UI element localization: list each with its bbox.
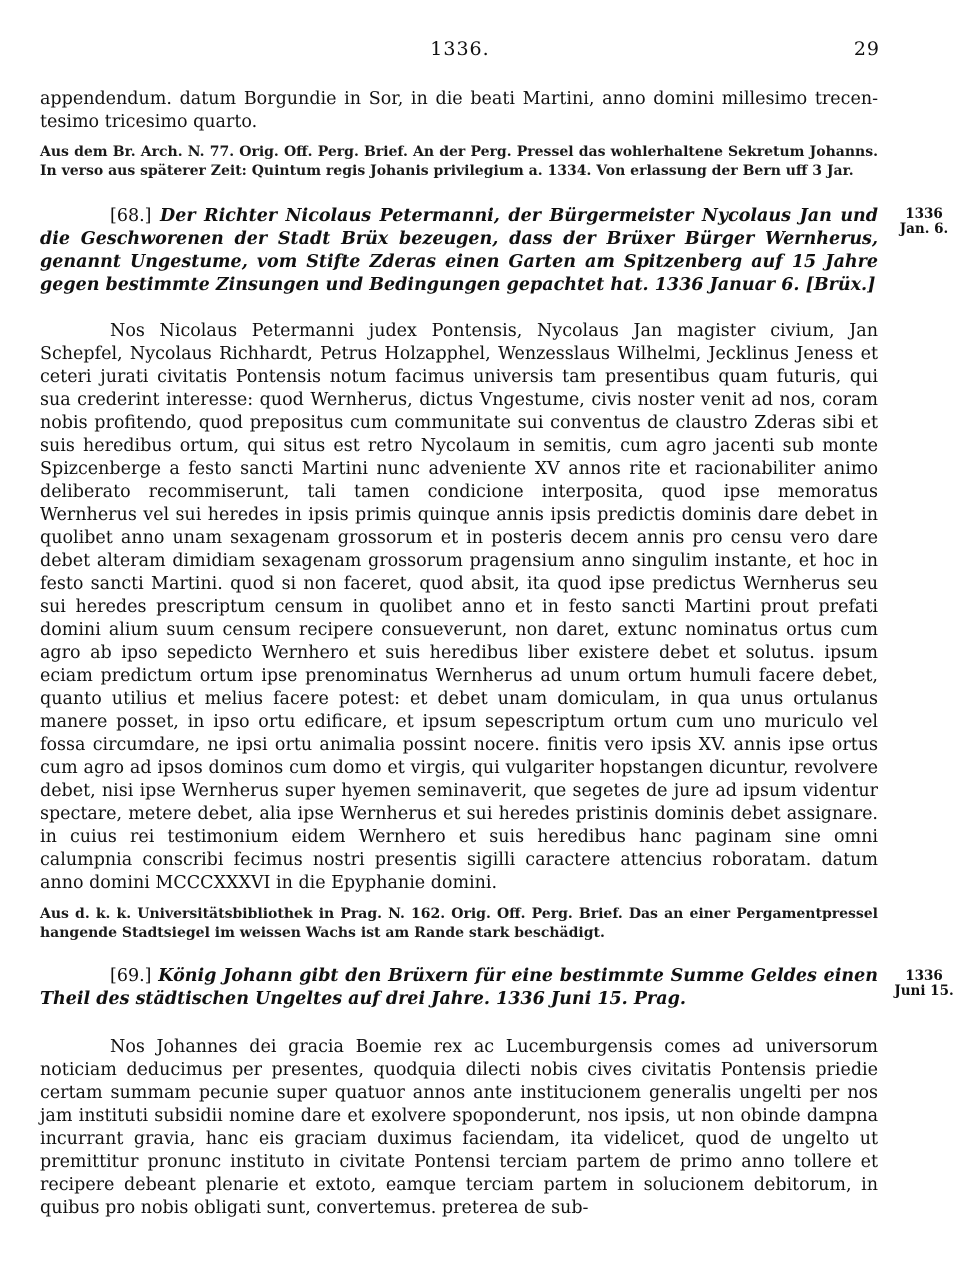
doc68-margin-date xyxy=(893,207,955,237)
previous-document-source-note: Aus dem Br. Arch. N. 77. Orig. Off. Perg. Brief. An der Perg. Pressel das wohlerhaltene Sekretum Johanns. In verso aus späterer Zeit: Quintum regis Johanis privilegium a. 1334. Von erlassung der Bern uff 3 Jar. xyxy=(40,144,878,179)
doc69-regest xyxy=(40,965,878,1011)
doc69-regest-text: König Johann gibt den Brüxern für eine bestimmte Summe Geldes einen Theil des städtischen Ungeltes auf drei Jahre. 1336 Juni 15. Prag. xyxy=(40,966,878,1009)
doc68-text: Nos Nicolaus Petermanni judex Pontensis, Nycolaus Jan magister civium, Jan Schepfel, Nycolaus Richhardt, Petrus Holzapphel, Wenzesslaus Wilhelmi, Jecklinus Jeness et ceteri jurati civitatis Pontensis notum facimus universis tam presentibus quam futuris, qui sua crederint interesse: quod Wernherus, dictus Vngestume, civis noster venit ad nos, coram nobis profitendo, quod prepositus cum communitate sui conventus de claustro Zderas sibi et suis heredibus ortum, qui situs est retro Nycolaum in semitis, cum agro jacenti sub monte Spizcenberge a festo sancti Martini nunc adveniente XV annos rite et racionabiliter animo deliberato recommiserunt, tali tamen condicione interposita, quod ipse memoratus Wernherus vel sui heredes in ipsis primis quinque annis ipsis predictis dominis dare debet in quolibet anno unam sexagenam grossorum et in posteris decem annis pro censu vero dare debet alteram dimidiam sexagenam grossorum pragensium anno singulim instante, et hoc in festo sancti Martini. quod si non faceret, quod absit, ita quod ipse predictus Wernherus seu sui heredes prescriptum censum in quolibet anno et in festo sancti Martini prout prefati domini alium suum censum recipere consueverunt, non daret, extunc nominatus ortus cum agro ab ipso sepedicto Wernhero et suis heredibus liber existere debet et solutus. ipsum eciam predictum ortum ipse prenominatus Wernherus ad unum ortum humuli facere debet, quanto utilius et melius facere potest: et debet unam domiculam, in qua unus ortulanus manere posset, in ipso ortu edificare, et ipsum sepescriptum ortum cum uno muriculo vel fossa circumdare, ne ipsi ortu animalia possint nocere. finitis vero ipsis XV. annis ipse ortus cum agro ad ipsos dominos cum domo et virgis, qui vulgariter hopstangen dicuntur, revolvere debet, nisi ipse Wernherus super hyemen seminaverit, que segetes de jure ad ipsum videntur spectare, metere debet, alia ipse Wernherus et sui heredes pristinis dominis debet assignare. in cuius rei testimonium eidem Wernhero et suis heredibus hanc paginam sine omni calumpnia conscribi fecimus nostri presentis sigilli caractere attencius roboratam. datum anno domini MCCCXXXVI in die Epyphanie domini. xyxy=(40,321,878,893)
doc68-margin-day: Jan. 6. xyxy=(899,221,949,237)
doc69-margin-day: Juni 15. xyxy=(894,983,954,999)
doc68-number: [68.] xyxy=(110,206,152,226)
doc68-source-note: Aus d. k. k. Universitätsbibliothek in Prag. N. 162. Orig. Off. Perg. Brief. Das an einer Pergamentpressel hangende Stadtsiegel im weissen Wachs ist am Rande stark beschädigt. xyxy=(40,906,878,941)
doc69-text: Nos Johannes dei gracia Boemie rex ac Lucemburgensis comes ad universorum noticiam deducimus per presentes, quodquia dilecti nobis cives civitatis Pontensis priedie certam summam pecunie super quatuor annos ante institucionem generalis ungelti per nos jam instituti subsidii nomine dare et exolvere spoponderunt, nos ipsis, ut non obinde dampna incurrant gravia, hanc eis graciam duximus faciendam, ita videlicet, quod de ungelto ut premittitur pronunc instituto in civitate Pontensi terciam partem de primo anno tollere et recipere debeant plenarie et extoto, eamque terciam partem in solucionem debitorum, in quibus pro nobis obligati sunt, convertemus. preterea de sub- xyxy=(40,1037,878,1218)
page-number: 29 xyxy=(853,38,880,60)
doc69-margin-year: 1336 xyxy=(905,968,943,984)
doc68-regest xyxy=(40,205,878,297)
doc69-number: [69.] xyxy=(110,966,152,986)
page-header xyxy=(40,38,880,64)
doc68-margin-year: 1336 xyxy=(905,206,943,222)
doc69-margin-date xyxy=(893,969,955,999)
doc68-regest-text: Der Richter Nicolaus Petermanni, der Bürgermeister Nycolaus Jan und die Geschworenen der Stadt Brüx bezeugen, dass der Brüxer Bürger Wernherus, genannt Ungestume, vom Stifte Zderas einen Garten am Spitzenberg auf 15 Jahre gegen bestimmte Zinsungen und Bedingungen gepachtet hat. 1336 Januar 6. [Brüx.] xyxy=(40,206,879,295)
previous-document-end: appendendum. datum Borgundie in Sor, in die beati Martini, anno domini millesimo trecen-tesimo tricesimo quarto. xyxy=(40,89,878,132)
running-head-year: 1336. xyxy=(430,38,490,60)
